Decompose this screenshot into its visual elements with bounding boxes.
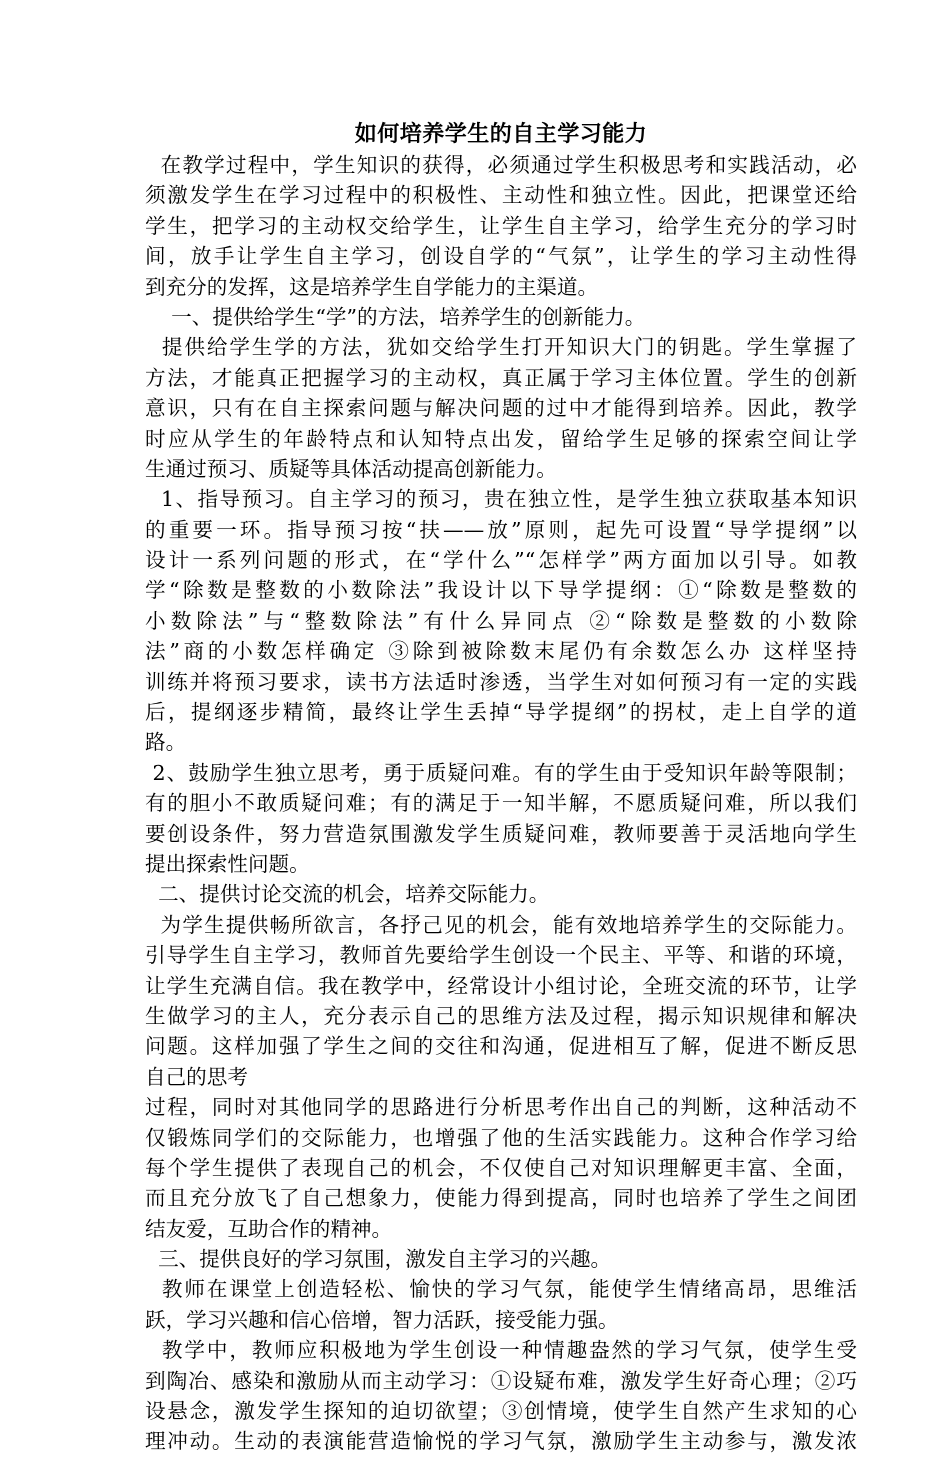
text-line: 引导学生自主学习，教师首先要给学生创设一个民主、平等、和谐的环境， — [145, 943, 857, 968]
text-line: 仅锻炼同学们的交际能力，也增强了他的生活实践能力。这种合作学习给 — [145, 1125, 857, 1150]
document-page — [145, 118, 857, 1457]
text-line: 的重要一环。指导预习按“扶——放”原则，起先可设置“导学提纲”以 — [145, 517, 857, 542]
text-line: 设计一系列问题的形式，在“学什么”“怎样学”两方面加以引导。如教 — [145, 548, 857, 573]
text-line: 二、提供讨论交流的机会，培养交际能力。 — [145, 882, 550, 907]
text-line: 方法，才能真正把握学习的主动权，真正属于学习主体位置。学生的创新 — [145, 365, 857, 390]
text-line: 学“除数是整数的小数除法”我设计以下导学提纲：①“除数是整数的 — [145, 578, 857, 603]
text-line: 到陶冶、感染和激励从而主动学习：①设疑布难，激发学生好奇心理；②巧 — [145, 1368, 857, 1393]
text-line: 教学中，教师应积极地为学生创设一种情趣盎然的学习气氛，使学生受 — [145, 1338, 857, 1363]
text-line: 须激发学生在学习过程中的积极性、主动性和独立性。因此，把课堂还给 — [145, 183, 857, 208]
document-title: 如何培养学生的自主学习能力 — [354, 121, 648, 147]
text-line: 自己的思考 — [145, 1064, 248, 1089]
text-line: 设悬念，激发学生探知的迫切欲望；③创情境，使学生自然产生求知的心 — [145, 1399, 857, 1424]
text-line: 每个学生提供了表现自己的机会，不仅使自己对知识理解更丰富、全面， — [145, 1155, 857, 1180]
text-line: 1、指导预习。自主学习的预习，贵在独立性，是学生独立获取基本知识 — [145, 487, 857, 512]
text-line: 结友爱，互助合作的精神。 — [145, 1216, 393, 1241]
text-line: 小数除法”与“整数除法”有什么异同点 ②“除数是整数的小数除 — [145, 608, 857, 633]
text-line: 教师在课堂上创造轻松、愉快的学习气氛，能使学生情绪高昂，思维活 — [145, 1277, 857, 1302]
text-line: 间，放手让学生自主学习，创设自学的“气氛”，让学生的学习主动性得 — [145, 244, 857, 269]
text-line: 提出探索性问题。 — [145, 851, 310, 876]
text-line: 法”商的小数怎样确定 ③除到被除数末尾仍有余数怎么办 这样坚持 — [145, 639, 857, 664]
text-line: 训练并将预习要求，读书方法适时渗透，当学生对如何预习有一定的实践 — [145, 669, 857, 694]
text-line: 提供给学生学的方法，犹如交给学生打开知识大门的钥匙。学生掌握了 — [145, 335, 857, 360]
text-line: 路。 — [145, 730, 187, 755]
text-line: 一、提供给学生“学”的方法，培养学生的创新能力。 — [145, 304, 646, 329]
text-line: 学生，把学习的主动权交给学生，让学生自主学习，给学生充分的学习时 — [145, 213, 857, 238]
text-line: 过程，同时对其他同学的思路进行分析思考作出自己的判断，这种活动不 — [145, 1095, 857, 1120]
text-line: 意识，只有在自主探索问题与解决问题的过中才能得到培养。因此，教学 — [145, 396, 857, 421]
text-line: 在教学过程中，学生知识的获得，必须通过学生积极思考和实践活动，必 — [145, 153, 857, 177]
text-line: 而且充分放飞了自己想象力，使能力得到提高，同时也培养了学生之间团 — [145, 1186, 857, 1211]
document-body — [145, 150, 857, 1457]
text-line: 生做学习的主人，充分表示自己的思维方法及过程，揭示知识规律和解决 — [145, 1003, 857, 1028]
text-line: 有的胆小不敢质疑问难；有的满足于一知半解，不愿质疑问难，所以我们 — [145, 791, 857, 816]
text-line: 生通过预习、质疑等具体活动提高创新能力。 — [145, 456, 557, 481]
text-line: 2、鼓励学生独立思考，勇于质疑问难。有的学生由于受知识年龄等限制； — [145, 760, 857, 785]
text-line: 要创设条件，努力营造氛围激发学生质疑问难，教师要善于灵活地向学生 — [145, 821, 857, 846]
text-line: 时应从学生的年龄特点和认知特点出发，留给学生足够的探索空间让学 — [145, 426, 857, 451]
text-line: 为学生提供畅所欲言，各抒己见的机会，能有效地培养学生的交际能力。 — [145, 912, 857, 937]
text-line: 后，提纲逐步精简，最终让学生丢掉“导学提纲”的拐杖，走上自学的道 — [145, 700, 857, 725]
text-line: 到充分的发挥，这是培养学生自学能力的主渠道。 — [145, 274, 599, 299]
text-line: 让学生充满自信。我在教学中，经常设计小组讨论，全班交流的环节，让学 — [145, 973, 857, 998]
text-line: 问题。这样加强了学生之间的交往和沟通，促进相互了解，促进不断反思 — [145, 1034, 857, 1059]
text-line: 三、提供良好的学习氛围，激发自主学习的兴趣。 — [145, 1247, 612, 1272]
text-line: 跃，学习兴趣和信心倍增，智力活跃，接受能力强。 — [145, 1307, 619, 1332]
text-line: 理冲动。生动的表演能营造愉悦的学习气氛，激励学生主动参与，激发浓 — [145, 1429, 857, 1454]
